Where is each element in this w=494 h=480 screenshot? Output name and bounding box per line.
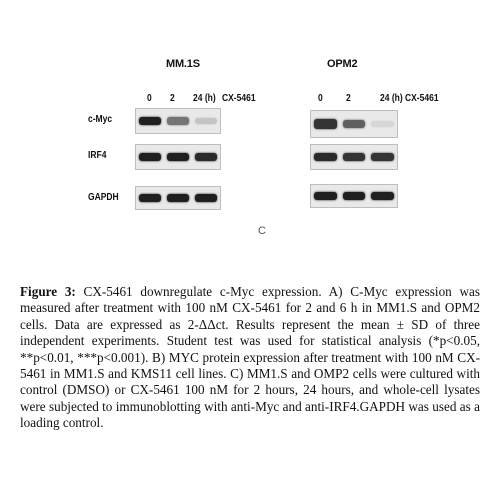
blot-band xyxy=(314,192,336,200)
panel-title-opm2: OPM2 xyxy=(327,58,358,70)
row-label-gapdh: GAPDH xyxy=(88,192,119,203)
lane-label-0: 0 xyxy=(147,93,152,104)
blot-mm1s-irf4 xyxy=(135,144,221,170)
row-label-c-myc: c-Myc xyxy=(88,114,113,125)
blot-opm2-irf4 xyxy=(310,144,398,170)
blot-mm1s-gapdh xyxy=(135,186,221,210)
blot-band xyxy=(139,117,161,126)
blot-band xyxy=(343,120,365,128)
blot-band xyxy=(139,153,161,162)
blot-band xyxy=(195,118,217,124)
blot-band xyxy=(371,121,393,127)
figure-caption xyxy=(20,284,480,432)
blot-band xyxy=(371,192,393,200)
blot-band xyxy=(343,153,365,162)
blot-band xyxy=(167,194,189,202)
lane-label-24h: 24 (h) xyxy=(380,93,403,104)
row-label-irf4: IRF4 xyxy=(88,150,107,161)
treatment-label: CX-5461 xyxy=(222,93,256,104)
lane-label-2: 2 xyxy=(170,93,175,104)
blot-opm2-c-myc xyxy=(310,110,398,138)
lane-label-24h: 24 (h) xyxy=(193,93,216,104)
panel-letter: C xyxy=(258,225,266,237)
caption-text: CX-5461 downregulate c-Myc expression. A) C-Myc expression was measured after treatment with 100 nM CX-5461 for 2 and 6 h in MM1.S and OPM2 cells. Data are expressed as 2-ΔΔct. Results represent the mean ± SD of three independent experiments. Student test was used for statistical analysis (*p<0.05, **p<0.01, ***p<0.001). B) MYC protein expression after treatment with 100 nM CX-5461 in MM1.S and KMS11 cell lines. C) MM1.S and OMP2 cells were cultured with control (DMSO) or CX-5461 100 nM for 2 hours, 24 hours, and whole-cell lysates were subjected to immunoblotting with anti-Myc and anti-IRF4.GAPDH was used as a loading control. xyxy=(20,284,480,431)
blot-band xyxy=(167,153,189,162)
lane-label-0: 0 xyxy=(318,93,323,104)
blot-mm1s-c-myc xyxy=(135,108,221,134)
blot-band xyxy=(139,194,161,202)
blot-opm2-gapdh xyxy=(310,184,398,208)
blot-band xyxy=(195,153,217,162)
blot-band xyxy=(167,117,189,124)
blot-band xyxy=(195,194,217,202)
treatment-label: CX-5461 xyxy=(405,93,439,104)
blot-band xyxy=(371,153,393,162)
lane-label-2: 2 xyxy=(346,93,351,104)
blot-band xyxy=(314,119,336,128)
panel-title-mm1s: MM.1S xyxy=(166,58,200,70)
caption-label: Figure 3: xyxy=(20,284,76,299)
blot-band xyxy=(343,192,365,200)
blot-band xyxy=(314,153,336,162)
